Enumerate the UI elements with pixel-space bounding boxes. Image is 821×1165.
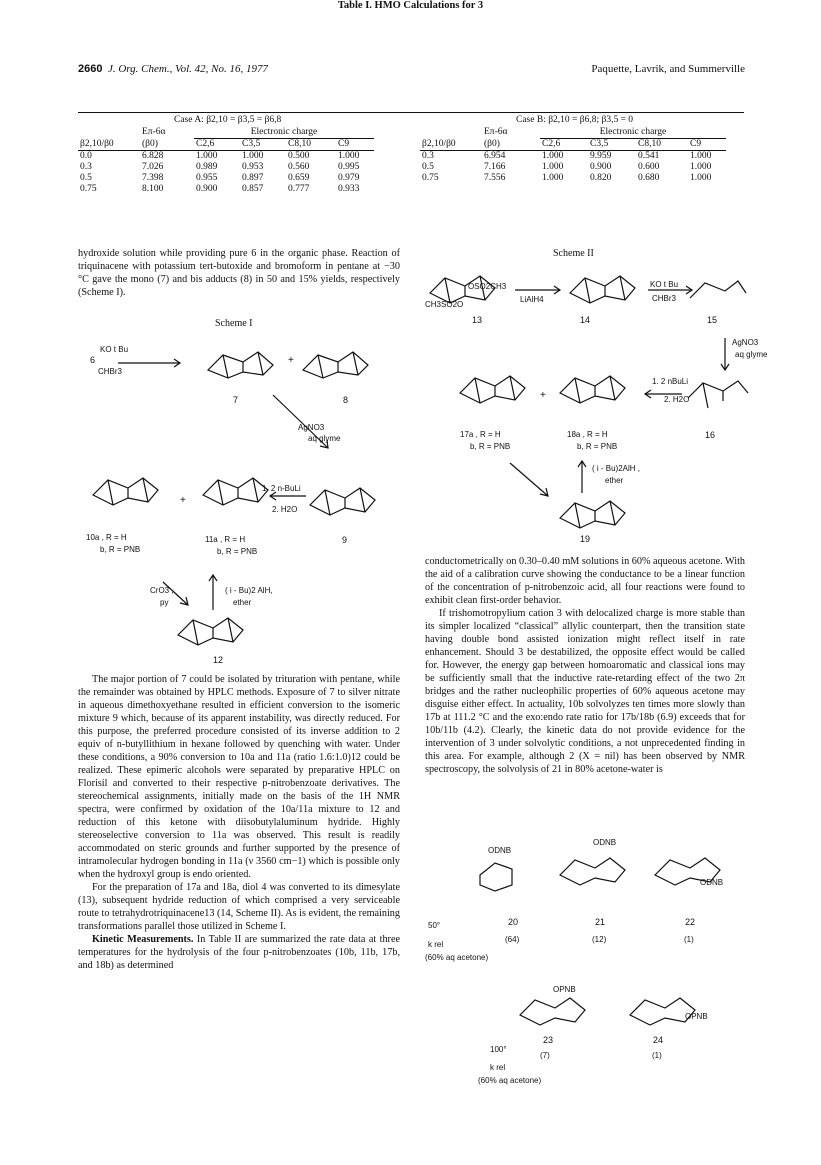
- table-cell: 0.989: [196, 162, 218, 172]
- table-cell: 0.75: [422, 173, 439, 183]
- s2-compound-17a: 17a , R = H: [460, 430, 501, 439]
- s1-compound-11a: 11a , R = H: [205, 535, 246, 544]
- s2-compound-14: 14: [580, 315, 591, 325]
- table-cell: 7.398: [142, 173, 164, 183]
- section-heading: Kinetic Measurements.: [92, 934, 194, 945]
- col-electronic-charge: Electronic charge: [194, 127, 374, 139]
- s2-compound-16: 16: [705, 430, 716, 440]
- table-cell: 0.857: [242, 184, 264, 194]
- table-case-b: [420, 115, 726, 184]
- s2-buli: 1. 2 nBuLi: [652, 377, 689, 386]
- table-cell: 9.959: [590, 151, 612, 161]
- col-c9: C9: [690, 139, 702, 149]
- s1-compound-8: 8: [343, 395, 349, 405]
- table-case-a: [78, 115, 374, 195]
- paragraph: For the preparation of 17a and 18a, diol 4 was converted to its dimesylate (13), subsequent hydride reduction of which comprised a very serviceable route to tetrahydrotriquinacene13 (14, Scheme II). As is evident, the remaining transformations parallel those utilized in Scheme I.: [78, 882, 400, 932]
- scheme-2-figure: [420, 258, 750, 563]
- s2-ether: ether: [605, 476, 624, 485]
- s1-compound-10a: 10a , R = H: [86, 533, 127, 542]
- s1-compound-10b: b, R = PNB: [100, 545, 141, 554]
- col-c810: C8,10: [288, 139, 311, 149]
- page-number: 2660: [78, 63, 103, 75]
- table-cell: 0.820: [590, 173, 612, 183]
- s1-reagent-kotbu: KO t Bu: [100, 345, 129, 354]
- col-c26: C2,6: [542, 139, 561, 149]
- s2-chbr3: CHBr3: [652, 294, 677, 303]
- col-energy: Eπ-6α: [484, 127, 508, 138]
- table-cell: 1.000: [542, 173, 564, 183]
- r2-solvent: (60% aq acetone): [478, 1076, 542, 1085]
- s1-reagent-chbr3: CHBr3: [98, 367, 123, 376]
- paragraph: If trishomotropylium cation 3 with delocalized charge is more stable than its simpler localized “classical” allylic counterpart, then the transition state having double bond assisted ionization might reflect itself in rate enhancement. Should 3 be destabilized, the opposite effect would be called for. However, the energy gap between homoaromatic and classical ions may be sufficiently small that the inductive rate-retarding effect of the two 2π bridges and the rather nucleophilic properties of 60% aqueous acetone may disguise either effect. In actuality, 10b solvolyzes ten times more slowly than 17b at 111.2 °C and the exo:endo rate ratio for 17b/18b (6.9) exceeds that for 10b/11b (4.2). Clearly, the kinetic data do not provide evidence for the intervention of 3 under solvolytic conditions, a not unprecedented finding in this area. For example, although 2 (X = nil) has been observed by NMR spectroscopy, the solvolysis of 21 in 80% acetone-water is: [425, 608, 745, 775]
- s2-compound-18b: b, R = PNB: [577, 442, 618, 451]
- table-cell: 0.955: [196, 173, 218, 183]
- table-cell: 7.166: [484, 162, 506, 172]
- table-cell: 0.777: [288, 184, 310, 194]
- table-cell: 0.75: [80, 184, 97, 194]
- paragraph-text: In Table II are summarized the rate data at three temperatures for the hydrolysis of the four p-nitrobenzoates (10b, 11b, 17b, and 18b) as determined: [78, 934, 400, 971]
- table-cell: 0.600: [638, 162, 660, 172]
- case-a-table: [78, 127, 374, 195]
- s1-plus: +: [288, 355, 294, 366]
- table-cell: 0.500: [288, 151, 310, 161]
- case-a-label: Case A: β2,10 = β3,5 = β6,8: [174, 115, 282, 125]
- col-beta0: (β0): [142, 138, 158, 149]
- s1-compound-7: 7: [233, 395, 239, 405]
- s2-mesylate: OSO2CH3: [468, 282, 507, 291]
- table-title: Table I. HMO Calculations for 3: [337, 0, 484, 11]
- s1-aq-glyme: aq glyme: [308, 434, 341, 443]
- paragraph: The major portion of 7 could be isolated by trituration with pentane, while the remainder was obtained by HPLC methods. Exposure of 7 to silver nitrate in aqueous dimethoxyethane resulted in efficient conversion to the isomeric mixture 9 which, because of its apparent instability, was directly reduced. For this purpose, the preferred procedure consisted of its inverse addition to 2 equiv of n-butyllithium in hexane followed by quenching with water. Under these conditions, a 90% conversion to 10a and 11a (ratio 1.6:1.0)12 could be realized. These epimeric alcohols were separated by preparative HPLC on Florisil and converted to their respective p-nitrobenzoate derivatives. The stereochemical assignments, initially made on the basis of the 1H NMR spectra, were confirmed by oxidation of the 10a/11a mixture to 12 and reduction of this ketone with diisobutylaluminum hydride. Highly stereoselective conversion to 11a was observed. This result is readily accommodated on steric grounds and further supported by the presence of intramolecular hydrogen bonding in 11a (ν 3560 cm−1) which is possible only when the hydroxyl group is endo oriented.: [78, 674, 400, 880]
- table-cell: 0.560: [288, 162, 310, 172]
- left-col-top: [78, 247, 400, 299]
- r2-rate-24: (1): [652, 1051, 662, 1060]
- r1-solvent: (60% aq acetone): [425, 953, 489, 962]
- table-top-rule: [78, 112, 744, 113]
- table-cell: 0.5: [422, 162, 434, 172]
- scheme-1-figure: [78, 330, 408, 665]
- r1-rate-22: (1): [684, 935, 694, 944]
- s2-compound-13: 13: [472, 315, 483, 325]
- col-c9: C9: [338, 139, 350, 149]
- col-c35: C3,5: [242, 139, 261, 149]
- col-c810: C8,10: [638, 139, 661, 149]
- table-cell: 0.0: [80, 151, 92, 161]
- s2-compound-18a: 18a , R = H: [567, 430, 608, 439]
- table-cell: 0.659: [288, 173, 310, 183]
- table-cell: 8.100: [142, 184, 164, 194]
- s2-plus: +: [540, 390, 546, 401]
- running-header-left: [78, 63, 268, 75]
- table-row: [420, 173, 726, 184]
- s1-compound-12: 12: [213, 655, 224, 665]
- case-b-table: [420, 127, 726, 184]
- table-cell: 0.900: [590, 162, 612, 172]
- r1-rate-20: (64): [505, 935, 520, 944]
- s2-mesylate-2: CH3SO2O: [425, 300, 464, 309]
- r2-krel: k rel: [490, 1063, 506, 1072]
- r1-krel: k rel: [428, 940, 444, 949]
- r1-odnb-22: ODNB: [700, 878, 724, 887]
- table-cell: 0.680: [638, 173, 660, 183]
- col-beta0: (β0): [484, 138, 500, 149]
- table-cell: 6.954: [484, 151, 506, 161]
- s1-dibal: ( i - Bu)2 AlH,: [225, 586, 273, 595]
- table-cell: 1.000: [690, 173, 712, 183]
- col-c35: C3,5: [590, 139, 609, 149]
- s2-lialh4: LiAlH4: [520, 295, 544, 304]
- r2-temp: 100°: [490, 1045, 507, 1054]
- scheme-2-title: Scheme II: [553, 248, 594, 259]
- s1-pyridine: py: [160, 598, 169, 607]
- table-cell: 1.000: [690, 151, 712, 161]
- table-cell: 1.000: [196, 151, 218, 161]
- table-cell: 1.000: [542, 151, 564, 161]
- r2-opnb-23: OPNB: [553, 985, 576, 994]
- r1-compound-20: 20: [508, 917, 519, 927]
- r1-odnb-21: ODNB: [593, 838, 617, 847]
- s2-dibal: ( i - Bu)2AlH ,: [592, 464, 641, 473]
- case-b-label: Case B: β2,10 = β6,8; β3,5 = 0: [516, 115, 634, 125]
- col-energy: Eπ-6α: [142, 127, 166, 138]
- paragraph: conductometrically on 0.30–0.40 mM solutions in 60% aqueous acetone. With the aid of a calibration curve showing the conductance to be a linear function of the concentration of p-nitrobenzoic acid, all four reactions were found to exhibit clean first-order behavior.: [425, 556, 745, 606]
- s2-compound-19: 19: [580, 534, 591, 544]
- table-cell: 1.000: [242, 151, 264, 161]
- s1-cro3: CrO3 ,: [150, 586, 174, 595]
- running-header-authors: Paquette, Lavrik, and Summerville: [591, 63, 745, 75]
- s1-compound-9: 9: [342, 535, 348, 545]
- r1-rate-21: (12): [592, 935, 607, 944]
- s1-compound-11b: b, R = PNB: [217, 547, 258, 556]
- table-cell: 6.828: [142, 151, 164, 161]
- journal-citation: J. Org. Chem., Vol. 42, No. 16, 1977: [107, 63, 268, 75]
- col-electronic-charge: Electronic charge: [540, 127, 726, 139]
- left-col-bottom: [78, 673, 400, 972]
- s2-agno3: AgNO3: [732, 338, 759, 347]
- table-cell: 0.541: [638, 151, 660, 161]
- table-row: [78, 173, 374, 184]
- table-cell: 0.995: [338, 162, 360, 172]
- table-row: [420, 162, 726, 173]
- table-cell: 0.3: [80, 162, 92, 172]
- col-beta-ratio: β2,10/β0: [422, 138, 456, 149]
- table-cell: 7.556: [484, 173, 506, 183]
- s1-agno3: AgNO3: [298, 423, 325, 432]
- table-cell: 1.000: [542, 162, 564, 172]
- s2-compound-17b: b, R = PNB: [470, 442, 511, 451]
- r2-rate-23: (7): [540, 1051, 550, 1060]
- s2-compound-15: 15: [707, 315, 718, 325]
- table-row: [420, 151, 726, 162]
- right-col-text: [425, 555, 745, 776]
- table-row: [78, 162, 374, 173]
- r2-compound-24: 24: [653, 1035, 664, 1045]
- paragraph: [78, 933, 400, 972]
- r1-odnb-20: ODNB: [488, 846, 512, 855]
- table-cell: 0.3: [422, 151, 434, 161]
- s2-aq-glyme: aq glyme: [735, 350, 768, 359]
- table-cell: 0.897: [242, 173, 264, 183]
- col-beta-ratio: β2,10/β0: [80, 138, 114, 149]
- paragraph: hydroxide solution while providing pure 6 in the organic phase. Reaction of triquinacene with potassium tert-butoxide and bromoform in pentane at −30 °C gave the mono (7) and bis adducts (8) in 50 and 15% yields, respectively (Scheme I).: [78, 248, 400, 298]
- s1-ether: ether: [233, 598, 252, 607]
- table-cell: 0.979: [338, 173, 360, 183]
- s1-buli: 1. 2 n-BuLi: [262, 484, 301, 493]
- r1-compound-21: 21: [595, 917, 606, 927]
- table-row: [78, 151, 374, 163]
- scheme-1-title: Scheme I: [215, 318, 253, 329]
- table-row: [78, 184, 374, 195]
- s2-h2o: 2. H2O: [664, 395, 690, 404]
- s1-h2o: 2. H2O: [272, 505, 298, 514]
- table-cell: 7.026: [142, 162, 164, 172]
- r2-compound-23: 23: [543, 1035, 554, 1045]
- table-cell: 1.000: [338, 151, 360, 161]
- table-cell: 0.933: [338, 184, 360, 194]
- r2-opnb-24: OPNB: [685, 1012, 708, 1021]
- s2-kotbu: KO t Bu: [650, 280, 679, 289]
- r1-compound-22: 22: [685, 917, 696, 927]
- table-cell: 0.953: [242, 162, 264, 172]
- s1-compound-6: 6: [90, 355, 96, 365]
- col-c26: C2,6: [196, 139, 215, 149]
- table-cell: 0.5: [80, 173, 92, 183]
- r1-temp: 50°: [428, 921, 441, 930]
- table-cell: 0.900: [196, 184, 218, 194]
- table-cell: 1.000: [690, 162, 712, 172]
- s1-plus-2: +: [180, 495, 186, 506]
